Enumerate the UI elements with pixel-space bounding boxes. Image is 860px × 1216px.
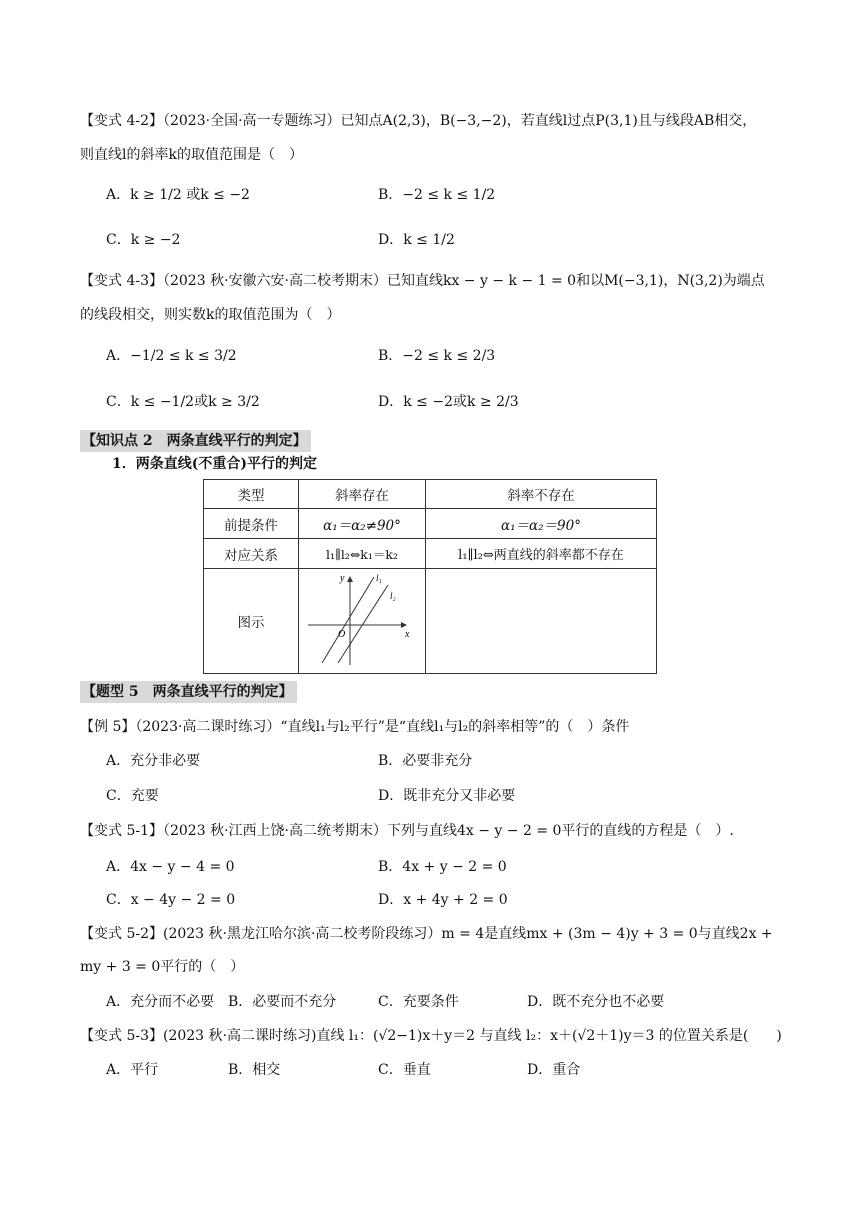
question-5-2-option-c: C．充要条件 — [378, 994, 459, 1010]
table-cell-relation-label: 对应关系 — [204, 539, 299, 569]
line-l1 — [322, 577, 374, 663]
question-4-3-line-2: 的线段相交，则实数k的取值范围为（ ） — [80, 307, 341, 323]
question-4-2-line-2: 则直线l的斜率k的取值范围是（ ） — [80, 147, 303, 163]
question-5-3-option-c: C．垂直 — [378, 1062, 431, 1078]
question-5-3-option-a: A．平行 — [106, 1062, 159, 1078]
question-4-3-line-1: 【变式 4-3】（2023 秋·安徽六安·高二校考期末）已知直线kx − y − k − 1 = 0和以M(−3,1)，N(3,2)为端点 — [80, 273, 765, 289]
question-5-2-option-d: D．既不充分也不必要 — [527, 994, 665, 1010]
type-5-header: 【题型 5 两条直线平行的判定】 — [80, 681, 297, 703]
table-cell-relation-slope-not-exists: l₁∥l₂⇔两直线的斜率都不存在 — [426, 539, 657, 569]
example-5-option-b: B．必要非充分 — [378, 753, 473, 769]
example-5-option-a: A．充分非必要 — [106, 753, 201, 769]
question-5-2-option-a: A．充分而不必要 — [106, 994, 215, 1010]
question-5-1-option-b: B．4x + y − 2 = 0 — [378, 859, 507, 875]
question-5-3-option-b: B．相交 — [228, 1062, 281, 1078]
question-4-2-option-c: C．k ≥ −2 — [106, 232, 181, 248]
question-4-2-option-a: A．k ≥ 1/2 或k ≤ −2 — [106, 187, 250, 203]
question-5-1-option-a: A．4x − y − 4 = 0 — [106, 859, 235, 875]
question-4-3-option-d: D．k ≤ −2或k ≥ 2/3 — [378, 394, 519, 410]
question-5-1-option-d: D．x + 4y + 2 = 0 — [378, 892, 508, 908]
question-4-2-line-1: 【变式 4-2】（2023·全国·高一专题练习）已知点A(2,3)，B(−3,−2)，若直线l过点P(3,1)且与线段AB相交， — [80, 113, 757, 129]
question-4-3-option-c: C．k ≤ −1/2或k ≥ 3/2 — [106, 394, 260, 410]
example-5-option-d: D．既非充分又非必要 — [378, 788, 516, 804]
x-axis-label: x — [405, 629, 410, 640]
question-5-3-option-d: D．重合 — [527, 1062, 581, 1078]
question-4-2-option-b: B．−2 ≤ k ≤ 1/2 — [378, 187, 496, 203]
table-cell-premise-label: 前提条件 — [204, 509, 299, 539]
table-cell-figure-label: 图示 — [204, 569, 299, 674]
table-cell-figure-empty — [426, 569, 657, 674]
example-5-option-c: C．充要 — [106, 788, 159, 804]
table-cell-premise-slope-exists: α₁＝α₂≠90° — [299, 509, 426, 539]
question-5-1-option-c: C．x − 4y − 2 = 0 — [106, 892, 236, 908]
question-4-2-option-d: D．k ≤ 1/2 — [378, 232, 455, 248]
table-cell-figure — [299, 569, 426, 674]
question-4-3-option-b: B．−2 ≤ k ≤ 2/3 — [378, 348, 496, 364]
parallel-criteria-table — [203, 479, 657, 674]
question-5-2-line-2: my + 3 = 0平行的（ ） — [80, 959, 245, 975]
table-header-slope-exists: 斜率存在 — [299, 480, 426, 509]
l2-label: l₂ — [390, 591, 396, 601]
question-5-3-line-1: 【变式 5-3】(2023 秋·高二课时练习)直线 l₁：(√2−1)x＋y＝2 与直线 l₂：x＋(√2＋1)y＝3 的位置关系是( ) — [80, 1028, 782, 1044]
knowledge-point-header: 【知识点 2 两条直线平行的判定】 — [80, 430, 311, 452]
origin-label: O — [338, 629, 346, 640]
question-5-2-line-1: 【变式 5-2】(2023 秋·黑龙江哈尔滨·高二校考阶段练习）m = 4是直线mx + (3m − 4)y + 3 = 0与直线2x + — [80, 926, 773, 942]
table-header-slope-not-exists: 斜率不存在 — [426, 480, 657, 509]
parallel-lines-figure — [302, 569, 422, 669]
question-4-3-option-a: A．−1/2 ≤ k ≤ 3/2 — [106, 348, 237, 364]
example-5-line-1: 【例 5】（2023·高二课时练习）“直线l₁与l₂平行”是“直线l₁与l₂的斜率相等”的（ ）条件 — [80, 719, 630, 735]
question-5-1-line-1: 【变式 5-1】（2023 秋·江西上饶·高二统考期末）下列与直线4x − y − 2 = 0平行的直线的方程是（ ）. — [80, 823, 734, 839]
table-cell-relation-slope-exists: l₁∥l₂⇔k₁＝k₂ — [299, 539, 426, 569]
question-5-2-option-b: B．必要而不充分 — [228, 994, 337, 1010]
l1-label: l₁ — [376, 573, 382, 583]
table-header-type: 类型 — [204, 480, 299, 509]
table-cell-premise-slope-not-exists: α₁＝α₂＝90° — [426, 509, 657, 539]
knowledge-subheading: 1．两条直线(不重合)平行的判定 — [112, 456, 317, 472]
y-axis-label: y — [340, 573, 345, 584]
